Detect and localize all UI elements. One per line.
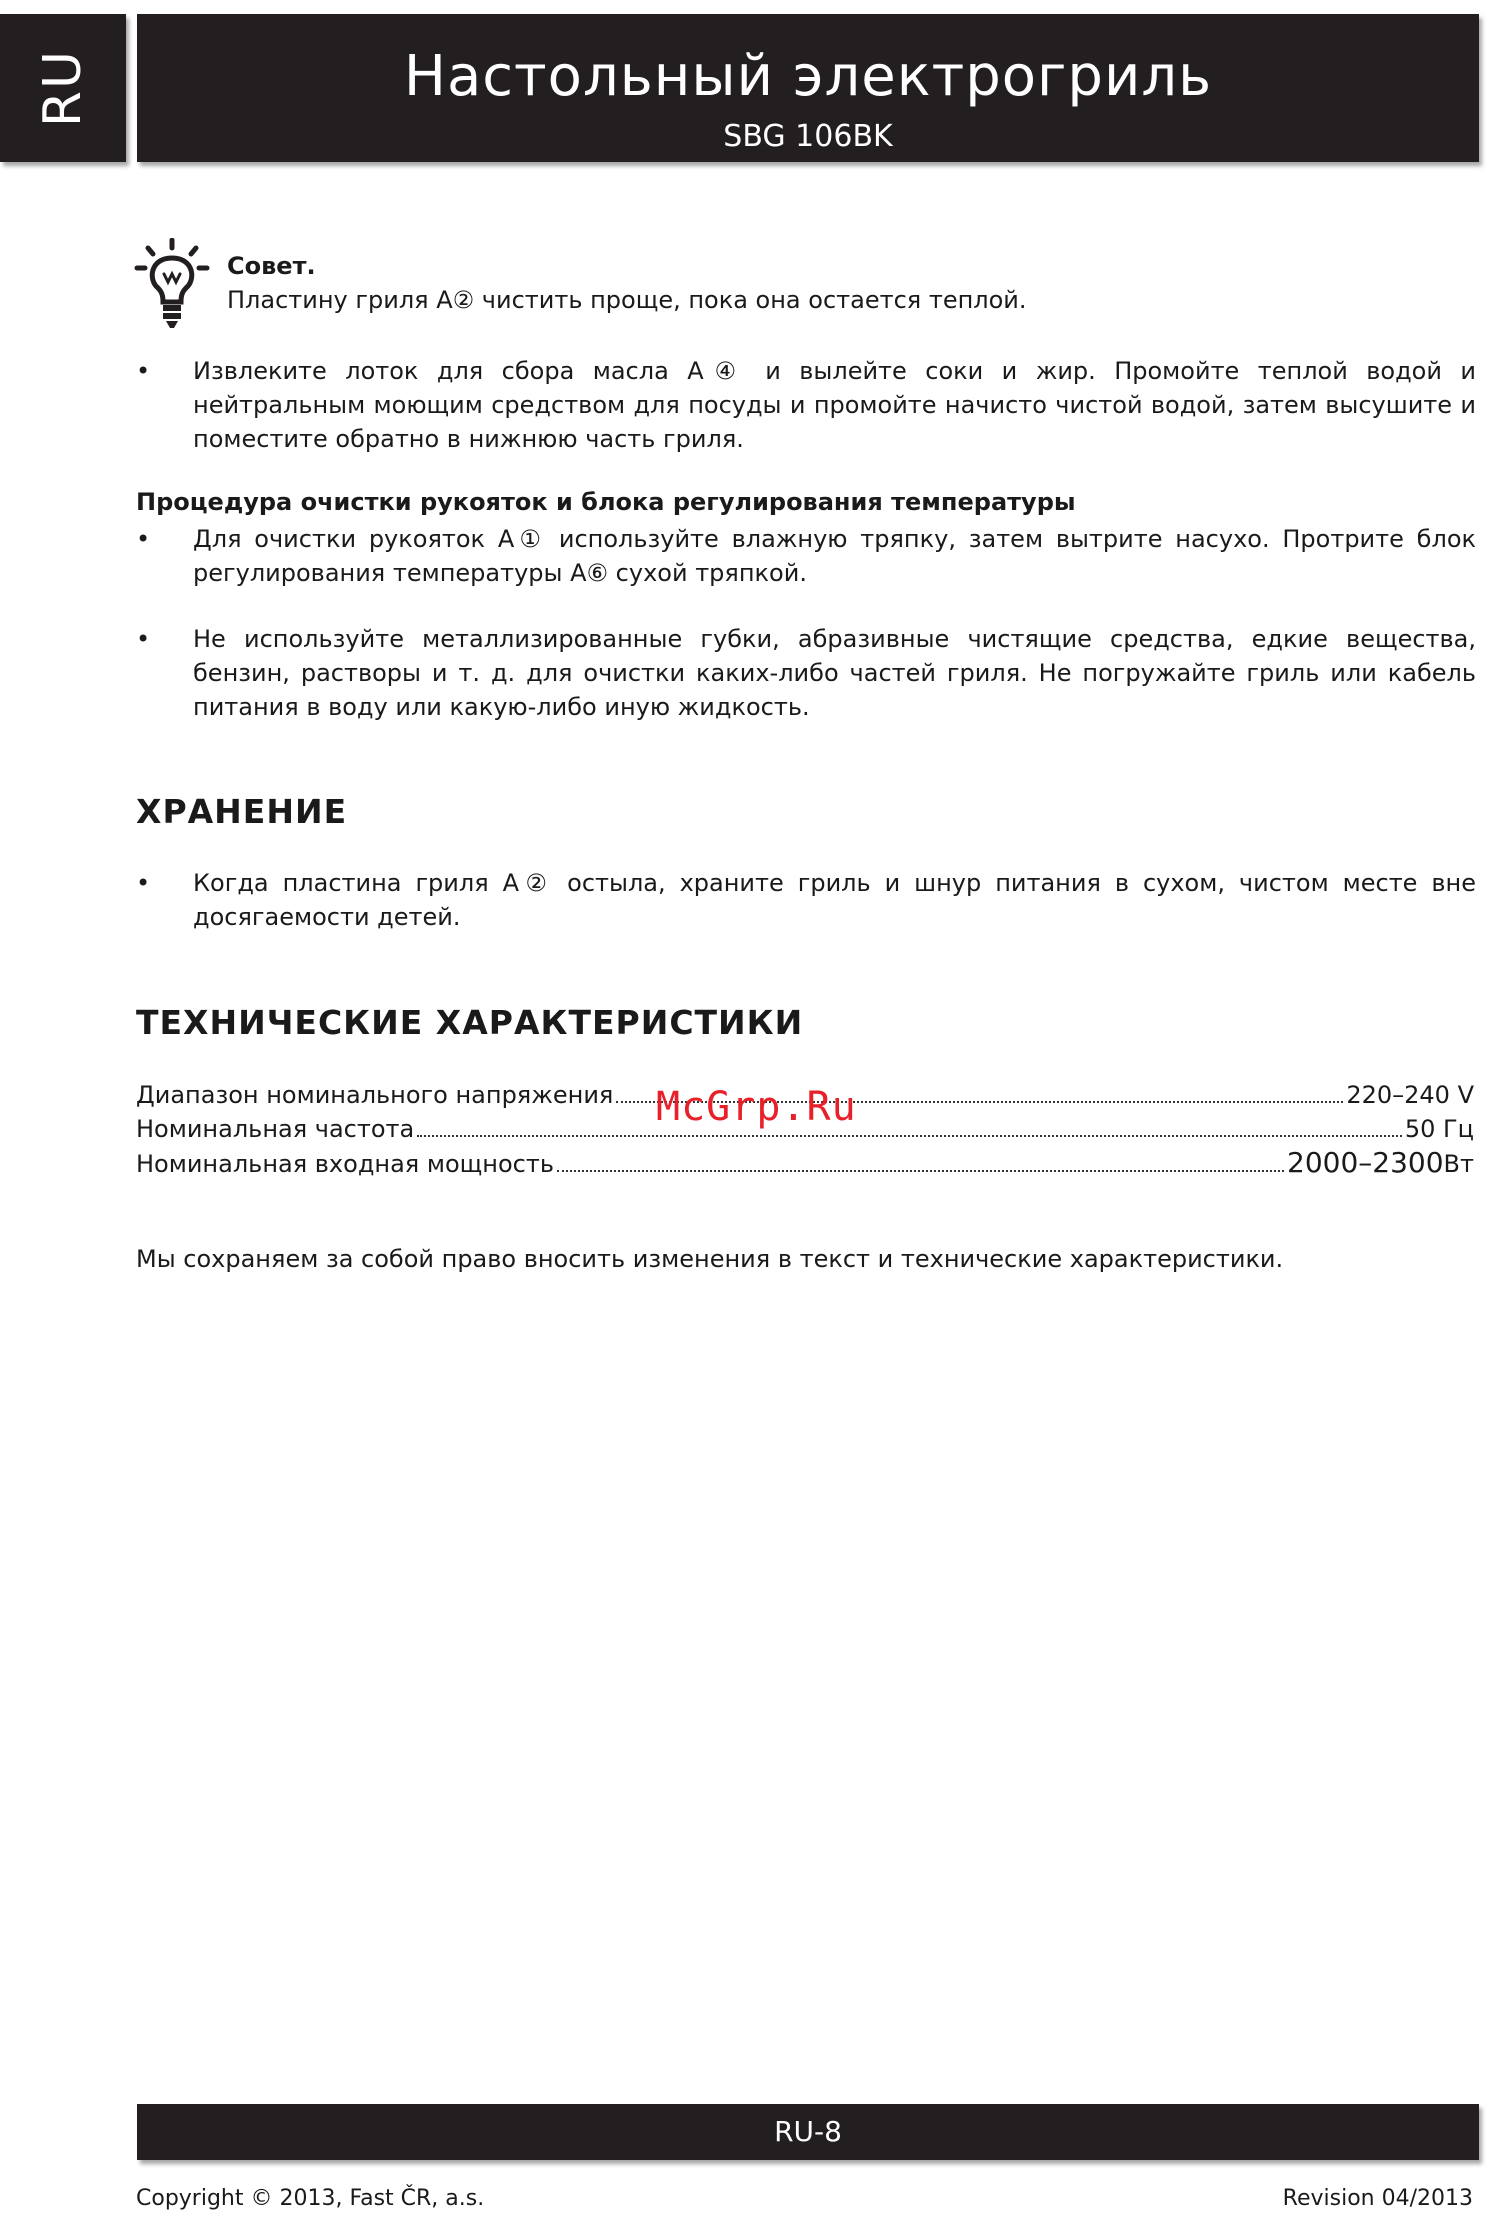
spec-label: Номинальная частота: [136, 1115, 415, 1143]
spec-value: 2000–2300: [1287, 1146, 1444, 1179]
dot-leader: [557, 1170, 1284, 1172]
dot-leader: [417, 1135, 1402, 1137]
specs-heading: ТЕХНИЧЕСКИЕ ХАРАКТЕРИСТИКИ: [136, 1003, 804, 1042]
model-number: SBG 106BK: [723, 119, 893, 154]
handles-cleaning-heading: Процедура очистки рукояток и блока регулирования температуры: [136, 488, 1076, 516]
list-item: [136, 866, 1476, 934]
language-code: RU: [33, 48, 93, 128]
page-header: [137, 14, 1479, 162]
list-item: [136, 622, 1476, 724]
footer-bar: [137, 2104, 1479, 2160]
bullet-text: Не используйте металлизированные губки, абразивные чистящие средства, едкие вещества, бензин, растворы и т. д. для очистки каких-либо частей гриля. Не погружайте гриль или кабель питания в воду или какую-либо иную жидкость.: [193, 625, 1476, 721]
list-item: [136, 522, 1476, 590]
spec-label: Номинальная входная мощность: [136, 1150, 554, 1178]
copyright: Copyright © 2013, Fast ČR, a.s.: [136, 2186, 485, 2211]
bullet-marker: •: [136, 625, 151, 653]
spec-value: 220–240 V: [1346, 1081, 1474, 1109]
bullet-marker: •: [136, 869, 151, 897]
spec-row: [136, 1146, 1474, 1181]
list-item: [136, 354, 1476, 456]
spec-label: Диапазон номинального напряжения: [136, 1081, 614, 1109]
bullet-text: Извлеките лоток для сбора масла A④ и вылейте соки и жир. Промойте теплой водой и нейтральным моющим средством для посуды и промойте начисто чистой водой, затем высушите и поместите обратно в нижнюю часть гриля.: [193, 357, 1476, 453]
tip-text: Пластину гриля A② чистить проще, пока она остается теплой.: [227, 286, 1027, 314]
language-tab: [0, 14, 126, 162]
spec-value: 50 Гц: [1404, 1115, 1474, 1143]
bullet-marker: •: [136, 357, 151, 385]
spec-unit: Вт: [1443, 1150, 1474, 1178]
tip-title: Совет.: [227, 252, 316, 280]
page-number: RU-8: [774, 2115, 842, 2148]
watermark: McGrp.Ru: [656, 1084, 857, 1130]
storage-heading: ХРАНЕНИЕ: [136, 792, 348, 831]
disclaimer: Мы сохраняем за собой право вносить изменения в текст и технические характеристики.: [136, 1245, 1284, 1273]
bullet-marker: •: [136, 525, 151, 553]
bullet-text: Когда пластина гриля A② остыла, храните гриль и шнур питания в сухом, чистом месте вне досягаемости детей.: [193, 869, 1476, 931]
revision: Revision 04/2013: [1282, 2186, 1473, 2211]
page-title: Настольный электрогриль: [403, 44, 1213, 109]
lightbulb-icon: [134, 238, 210, 330]
bullet-text: Для очистки рукояток A① используйте влажную тряпку, затем вытрите насухо. Протрите блок регулирования температуры A⑥ сухой тряпкой.: [193, 525, 1476, 587]
